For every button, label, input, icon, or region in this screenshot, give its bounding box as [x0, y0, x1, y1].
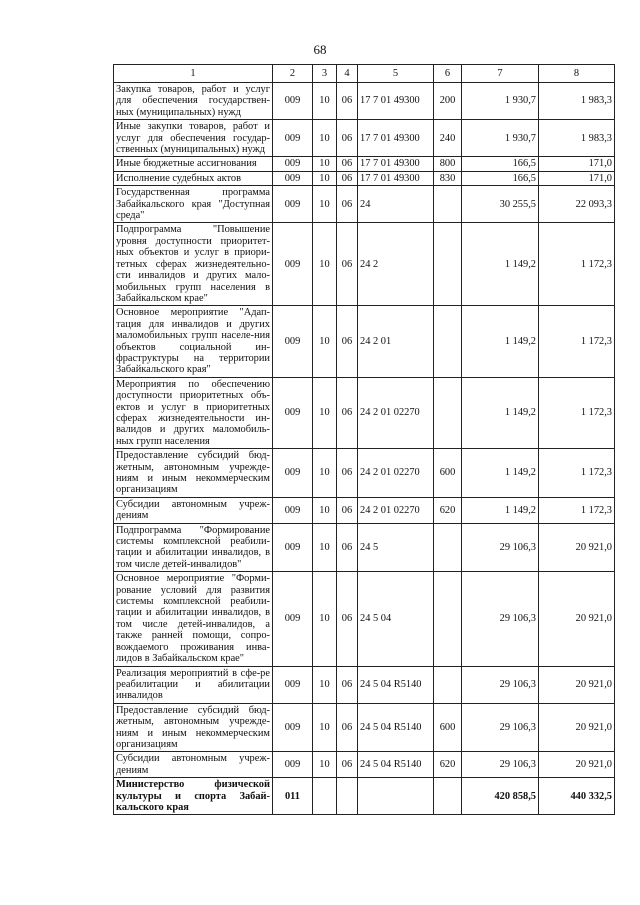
target-article-cell: 17 7 01 49300: [358, 157, 434, 171]
ministry-code-cell: 009: [273, 666, 313, 703]
target-article-cell: 17 7 01 49300: [358, 120, 434, 157]
expense-type-cell: 620: [434, 752, 462, 778]
ministry-code-cell: 009: [273, 572, 313, 666]
amount-cell: 20 921,0: [539, 523, 615, 572]
expense-type-cell: [434, 572, 462, 666]
ministry-code-cell: 009: [273, 523, 313, 572]
target-article-cell: [358, 778, 434, 815]
subsection-code-cell: 06: [337, 449, 358, 498]
row-name-cell: Исполнение судебных актов: [114, 171, 273, 185]
amount-cell: 20 921,0: [539, 752, 615, 778]
column-header: 5: [358, 65, 434, 83]
ministry-code-cell: 009: [273, 83, 313, 120]
ministry-code-cell: 011: [273, 778, 313, 815]
ministry-code-cell: 009: [273, 157, 313, 171]
ministry-code-cell: 009: [273, 120, 313, 157]
header-row: [114, 65, 615, 83]
subsection-code-cell: 06: [337, 306, 358, 377]
target-article-cell: 24 5 04 R5140: [358, 752, 434, 778]
expense-type-cell: [434, 377, 462, 448]
subsection-code-cell: 06: [337, 120, 358, 157]
section-code-cell: 10: [313, 497, 337, 523]
row-name-cell: Иные закупки товаров, работ и услуг для обеспечения государ-ственных (муниципальных) нужд: [114, 120, 273, 157]
amount-cell: 1 930,7: [462, 83, 539, 120]
expense-type-cell: 830: [434, 171, 462, 185]
table-row: [114, 171, 615, 185]
subsection-code-cell: 06: [337, 497, 358, 523]
table-row: [114, 120, 615, 157]
section-code-cell: 10: [313, 186, 337, 223]
amount-cell: 1 172,3: [539, 449, 615, 498]
column-header: 8: [539, 65, 615, 83]
section-code-cell: 10: [313, 223, 337, 306]
row-name-cell: Реализация мероприятий в сфе-ре реабилитации и абилитации инвалидов: [114, 666, 273, 703]
amount-cell: 1 983,3: [539, 120, 615, 157]
expense-type-cell: [434, 306, 462, 377]
amount-cell: 1 172,3: [539, 497, 615, 523]
amount-cell: 20 921,0: [539, 572, 615, 666]
section-code-cell: 10: [313, 306, 337, 377]
section-code-cell: 10: [313, 83, 337, 120]
expense-type-cell: 200: [434, 83, 462, 120]
row-name-cell: Министерство физической культуры и спорта Забай-кальского края: [114, 778, 273, 815]
expense-type-cell: 600: [434, 449, 462, 498]
amount-cell: 440 332,5: [539, 778, 615, 815]
column-header: 7: [462, 65, 539, 83]
ministry-code-cell: 009: [273, 703, 313, 752]
row-name-cell: Предоставление субсидий бюд-жетным, автономным учрежде-ниям и иным некоммерческим организациям: [114, 449, 273, 498]
row-name-cell: Субсидии автономным учреж-дениям: [114, 497, 273, 523]
amount-cell: 1 930,7: [462, 120, 539, 157]
subsection-code-cell: 06: [337, 223, 358, 306]
table-row: [114, 523, 615, 572]
subsection-code-cell: [337, 778, 358, 815]
row-name-cell: Основное мероприятие "Форми-рование условий для развития системы комплексной реабили-тации и абилитации инвалидов, в том числе детей-инвалидов, а также ранней помощи, сопро-вождаемого проживания инва-лидов в Забайкальском крае": [114, 572, 273, 666]
column-header: 3: [313, 65, 337, 83]
expense-type-cell: [434, 666, 462, 703]
section-code-cell: 10: [313, 120, 337, 157]
row-name-cell: Иные бюджетные ассигнования: [114, 157, 273, 171]
column-header: 4: [337, 65, 358, 83]
amount-cell: 1 172,3: [539, 377, 615, 448]
subsection-code-cell: 06: [337, 83, 358, 120]
expense-type-cell: [434, 223, 462, 306]
amount-cell: 29 106,3: [462, 523, 539, 572]
column-header: 6: [434, 65, 462, 83]
column-header: 2: [273, 65, 313, 83]
table-row: [114, 449, 615, 498]
section-code-cell: 10: [313, 157, 337, 171]
expense-type-cell: [434, 778, 462, 815]
amount-cell: 166,5: [462, 157, 539, 171]
amount-cell: 1 172,3: [539, 223, 615, 306]
table-row: [114, 223, 615, 306]
amount-cell: 20 921,0: [539, 666, 615, 703]
amount-cell: 171,0: [539, 157, 615, 171]
amount-cell: 1 149,2: [462, 223, 539, 306]
amount-cell: 29 106,3: [462, 752, 539, 778]
ministry-code-cell: 009: [273, 449, 313, 498]
target-article-cell: 24 5 04: [358, 572, 434, 666]
subsection-code-cell: 06: [337, 523, 358, 572]
section-code-cell: 10: [313, 377, 337, 448]
subsection-code-cell: 06: [337, 666, 358, 703]
expense-type-cell: 240: [434, 120, 462, 157]
subsection-code-cell: 06: [337, 752, 358, 778]
amount-cell: 420 858,5: [462, 778, 539, 815]
amount-cell: 1 149,2: [462, 377, 539, 448]
table-row: [114, 778, 615, 815]
ministry-code-cell: 009: [273, 377, 313, 448]
row-name-cell: Закупка товаров, работ и услуг для обеспечения государствен-ных (муниципальных) нужд: [114, 83, 273, 120]
subsection-code-cell: 06: [337, 377, 358, 448]
row-name-cell: Государственная программа Забайкальского края "Доступная среда": [114, 186, 273, 223]
section-code-cell: 10: [313, 666, 337, 703]
target-article-cell: 24: [358, 186, 434, 223]
subsection-code-cell: 06: [337, 572, 358, 666]
subsection-code-cell: 06: [337, 703, 358, 752]
row-name-cell: Предоставление субсидий бюд-жетным, автономным учрежде-ниям и иным некоммерческим организациям: [114, 703, 273, 752]
table-row: [114, 572, 615, 666]
ministry-code-cell: 009: [273, 186, 313, 223]
ministry-code-cell: 009: [273, 497, 313, 523]
target-article-cell: 24 2: [358, 223, 434, 306]
expense-type-cell: 800: [434, 157, 462, 171]
ministry-code-cell: 009: [273, 171, 313, 185]
ministry-code-cell: 009: [273, 223, 313, 306]
row-name-cell: Основное мероприятие "Адап-тация для инвалидов и других маломобильных групп населе-ния объектов социальной ин-фраструктуры на территории Забайкальского края": [114, 306, 273, 377]
table-row: [114, 83, 615, 120]
section-code-cell: 10: [313, 171, 337, 185]
target-article-cell: 24 2 01 02270: [358, 377, 434, 448]
amount-cell: 1 149,2: [462, 449, 539, 498]
target-article-cell: 24 2 01: [358, 306, 434, 377]
table-row: [114, 752, 615, 778]
subsection-code-cell: 06: [337, 157, 358, 171]
expense-type-cell: [434, 523, 462, 572]
section-code-cell: 10: [313, 703, 337, 752]
section-code-cell: [313, 778, 337, 815]
amount-cell: 171,0: [539, 171, 615, 185]
subsection-code-cell: 06: [337, 171, 358, 185]
table-row: [114, 497, 615, 523]
section-code-cell: 10: [313, 572, 337, 666]
section-code-cell: 10: [313, 752, 337, 778]
row-name-cell: Субсидии автономным учреж-дениям: [114, 752, 273, 778]
amount-cell: 1 172,3: [539, 306, 615, 377]
budget-table: [113, 64, 615, 815]
target-article-cell: 24 5 04 R5140: [358, 666, 434, 703]
row-name-cell: Подпрограмма "Повышение уровня доступности приоритет-ных объектов и услуг в приори-тетных сферах жизнедеятельно-сти инвалидов и других мало-мобильных групп населения в Забайкальском крае": [114, 223, 273, 306]
section-code-cell: 10: [313, 449, 337, 498]
amount-cell: 1 983,3: [539, 83, 615, 120]
amount-cell: 166,5: [462, 171, 539, 185]
amount-cell: 20 921,0: [539, 703, 615, 752]
table-row: [114, 703, 615, 752]
column-header: 1: [114, 65, 273, 83]
table-row: [114, 157, 615, 171]
row-name-cell: Мероприятия по обеспечению доступности приоритетных объ-ектов и услуг в приоритетных сферах жизнедеятельности ин-валидов и других маломобиль-ных групп населения: [114, 377, 273, 448]
section-code-cell: 10: [313, 523, 337, 572]
ministry-code-cell: 009: [273, 752, 313, 778]
subsection-code-cell: 06: [337, 186, 358, 223]
page-number: 68: [313, 42, 327, 57]
amount-cell: 1 149,2: [462, 306, 539, 377]
table-row: [114, 666, 615, 703]
target-article-cell: 24 5: [358, 523, 434, 572]
row-name-cell: Подпрограмма "Формирование системы комплексной реабили-тации и абилитации инвалидов, в том числе детей-инвалидов": [114, 523, 273, 572]
amount-cell: 30 255,5: [462, 186, 539, 223]
amount-cell: 29 106,3: [462, 572, 539, 666]
amount-cell: 29 106,3: [462, 703, 539, 752]
target-article-cell: 24 2 01 02270: [358, 497, 434, 523]
expense-type-cell: 600: [434, 703, 462, 752]
table-row: [114, 377, 615, 448]
ministry-code-cell: 009: [273, 306, 313, 377]
amount-cell: 29 106,3: [462, 666, 539, 703]
amount-cell: 22 093,3: [539, 186, 615, 223]
target-article-cell: 24 2 01 02270: [358, 449, 434, 498]
expense-type-cell: 620: [434, 497, 462, 523]
amount-cell: 1 149,2: [462, 497, 539, 523]
target-article-cell: 17 7 01 49300: [358, 83, 434, 120]
table-row: [114, 186, 615, 223]
table-row: [114, 306, 615, 377]
target-article-cell: 24 5 04 R5140: [358, 703, 434, 752]
expense-type-cell: [434, 186, 462, 223]
target-article-cell: 17 7 01 49300: [358, 171, 434, 185]
